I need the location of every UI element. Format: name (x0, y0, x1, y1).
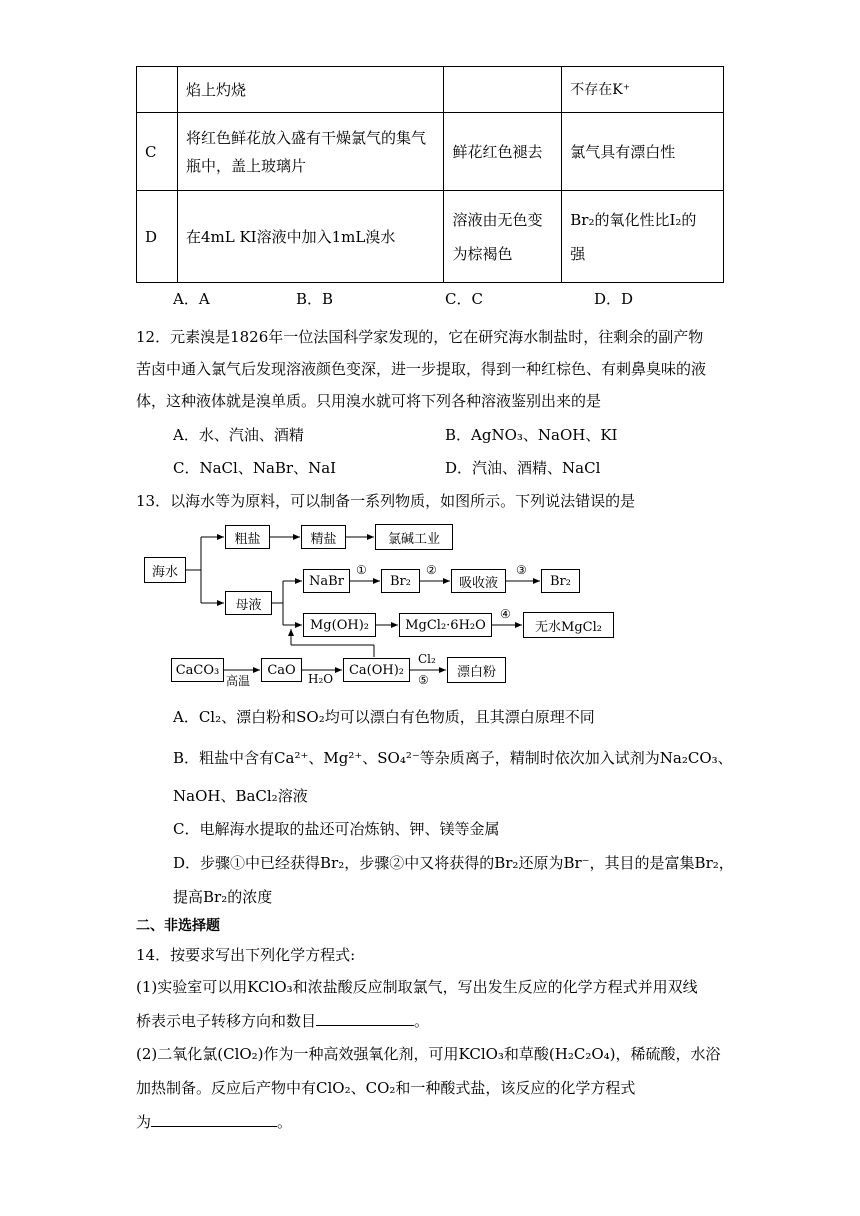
q12-option-d[interactable]: D．汽油、酒精、NaCl (445, 459, 601, 477)
table-row (137, 67, 724, 113)
step-3-label: ③ (516, 563, 527, 577)
mgcl2-hydrate-box: MgCl₂·6H₂O (399, 613, 492, 637)
br2-box-2: Br₂ (541, 569, 580, 593)
row-label: D (137, 191, 178, 283)
chlor-alkali-box: 氯碱工业 (375, 524, 453, 550)
phenomenon-cell (444, 67, 562, 113)
q13-option-d-line2: 提高Br₂的浓度 (173, 888, 273, 906)
q11-option-c[interactable]: C．C (445, 290, 483, 308)
q11-option-b[interactable]: B．B (296, 290, 334, 308)
q14-part2-line1: (2)二氧化氯(ClO₂)作为一种高效强氧化剂，可用KClO₃和草酸(H₂C₂O₄)，稀硫酸，水浴 (136, 1045, 721, 1063)
answer-blank-2[interactable] (151, 1110, 277, 1127)
q14-part2-line3: 为 。 (136, 1110, 292, 1133)
q13-option-b-line2: NaOH、BaCl₂溶液 (173, 787, 308, 805)
q13-stem: 13．以海水等为原料，可以制备一系列物质，如图所示。下列说法错误的是 (136, 492, 636, 510)
table-row (137, 113, 724, 191)
q12-option-a[interactable]: A．水、汽油、酒精 (173, 426, 304, 444)
q12-stem-line3: 体，这种液体就是溴单质。只用溴水就可将下列各种溶液鉴别出来的是 (136, 392, 602, 410)
cao-box: CaO (261, 658, 302, 682)
phenomenon-cell: 溶液由无色变 为棕褐色 (444, 191, 562, 283)
cl2-label: Cl₂ (418, 652, 436, 666)
q14-stem: 14．按要求写出下列化学方程式: (136, 946, 356, 964)
experiment-table (136, 66, 724, 283)
row-label (137, 67, 178, 113)
q12-option-b[interactable]: B．AgNO₃、NaOH、KI (445, 426, 618, 444)
conclusion-cell: 氯气具有漂白性 (562, 113, 724, 191)
row-label: C (137, 113, 178, 191)
operation-cell: 在4mL KI溶液中加入1mL溴水 (177, 191, 444, 283)
step-4-label: ④ (500, 607, 511, 621)
operation-cell: 焰上灼烧 (177, 67, 444, 113)
q12-stem-line2: 苦卤中通入氯气后发现溶液颜色变深，进一步提取，得到一种红棕色、有刺鼻臭味的液 (136, 360, 707, 378)
br2-box-1: Br₂ (381, 569, 420, 593)
crude-salt-box: 粗盐 (225, 525, 270, 549)
q11-option-d[interactable]: D．D (594, 290, 634, 308)
step-2-label: ② (426, 563, 437, 577)
conclusion-cell: 不存在K⁺ (562, 67, 724, 113)
operation-cell: 将红色鲜花放入盛有干燥氯气的集气 瓶中，盖上玻璃片 (177, 113, 444, 191)
step-1-label: ① (356, 563, 367, 577)
caco3-box: CaCO₃ (171, 658, 224, 682)
q13-option-d-line1[interactable]: D．步骤①中已经获得Br₂，步骤②中又将获得的Br₂还原为Br⁻，其目的是富集Br₂， (173, 854, 734, 872)
phenomenon-cell: 鲜花红色褪去 (444, 113, 562, 191)
q13-option-c[interactable]: C．电解海水提取的盐还可冶炼钠、钾、镁等金属 (173, 820, 500, 838)
refined-salt-box: 精盐 (301, 525, 346, 549)
caoh2-box: Ca(OH)₂ (343, 658, 410, 682)
seawater-box: 海水 (144, 557, 186, 583)
section-heading: 二、非选择题 (136, 918, 220, 934)
anhydrous-mgcl2-box: 无水MgCl₂ (523, 612, 614, 638)
q13-option-b-line1[interactable]: B．粗盐中含有Ca²⁺、Mg²⁺、SO₄²⁻等杂质离子，精制时依次加入试剂为Na₂CO₃、 (173, 749, 733, 767)
nabr-box: NaBr (303, 569, 350, 593)
conclusion-cell: Br₂的氧化性比I₂的 强 (562, 191, 724, 283)
high-temp-label: 高温 (226, 674, 251, 688)
answer-blank-1[interactable] (316, 1009, 414, 1026)
q14-part1-line1: (1)实验室可以用KClO₃和浓盐酸反应制取氯气，写出发生反应的化学方程式并用双线 (136, 978, 698, 996)
mgoh2-box: Mg(OH)₂ (303, 613, 376, 637)
q12-stem-line1: 12．元素溴是1826年一位法国科学家发现的，它在研究海水制盐时，往剩余的副产物 (136, 328, 704, 346)
table-row (137, 191, 724, 283)
q11-option-a[interactable]: A．A (173, 290, 210, 308)
h2o-label: H₂O (308, 672, 334, 686)
absorption-liquid-box: 吸收液 (451, 569, 506, 593)
q13-option-a[interactable]: A．Cl₂、漂白粉和SO₂均可以漂白有色物质，且其漂白原理不同 (173, 708, 595, 726)
q14-part1-line2: 桥表示电子转移方向和数目 。 (136, 1009, 429, 1032)
mother-liquor-box: 母液 (225, 591, 272, 615)
q14-part2-line2: 加热制备。反应后产物中有ClO₂、CO₂和一种酸式盐，该反应的化学方程式 (136, 1079, 636, 1097)
bleaching-powder-box: 漂白粉 (447, 657, 506, 683)
q12-option-c[interactable]: C．NaCl、NaBr、NaI (173, 459, 337, 477)
step-5-label: ⑤ (418, 673, 429, 687)
